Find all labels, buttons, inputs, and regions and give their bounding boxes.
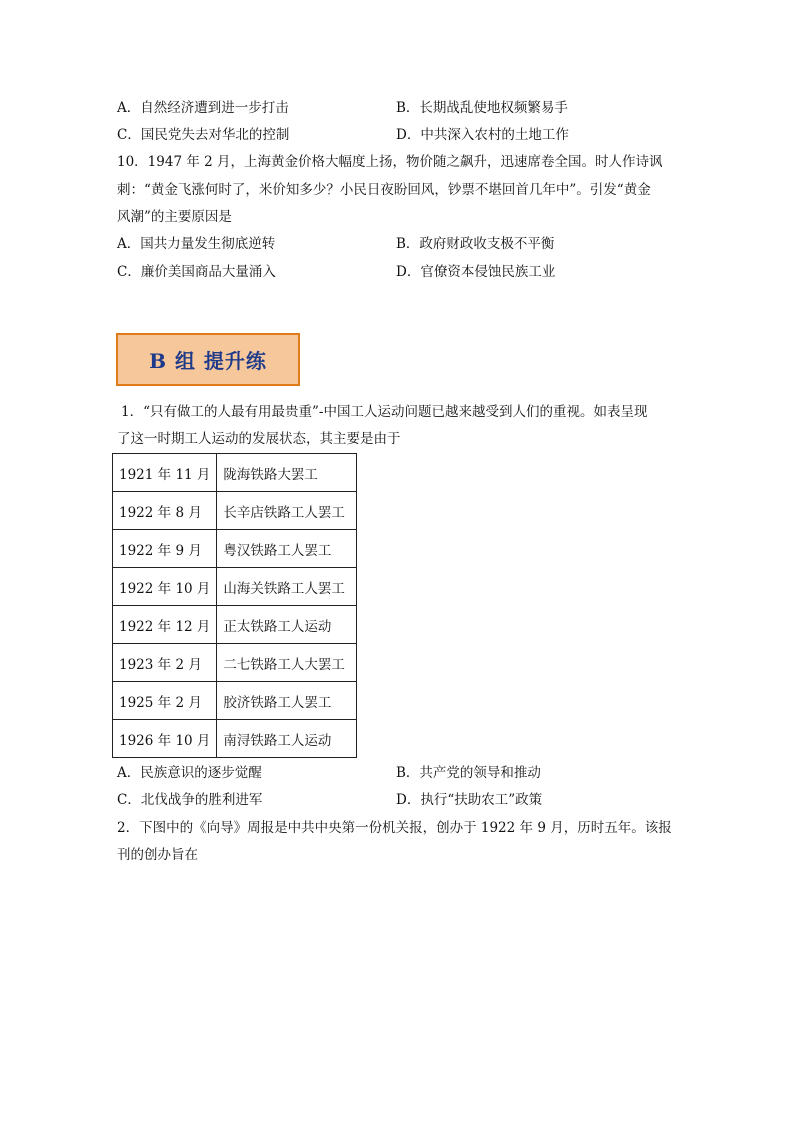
q9-option-b: B．长期战乱使地权频繁易手	[396, 100, 568, 116]
table-cell-event: 粤汉铁路工人罢工	[217, 530, 357, 568]
q10-option-a: A．国共力量发生彻底逆转	[117, 236, 276, 252]
table-row	[113, 492, 357, 530]
q1-option-c: C．北伐战争的胜利进军	[117, 792, 263, 808]
q2-stem-line-2: 刊的创办旨在	[117, 847, 198, 863]
table-row	[113, 568, 357, 606]
strikes-table	[112, 453, 357, 758]
table-row	[113, 644, 357, 682]
table-cell-event: 长辛店铁路工人罢工	[217, 492, 357, 530]
table-cell-date: 1922 年 8 月	[113, 492, 217, 530]
q1-stem-line-1: 1．“只有做工的人最有用最贵重”-中国工人运动问题已越来越受到人们的重视。如表呈现	[121, 404, 648, 420]
table-cell-event: 山海关铁路工人罢工	[217, 568, 357, 606]
table-cell-date: 1925 年 2 月	[113, 682, 217, 720]
q10-option-b: B．政府财政收支极不平衡	[396, 236, 555, 252]
q10-option-c: C．廉价美国商品大量涌入	[117, 264, 276, 280]
table-row	[113, 606, 357, 644]
q1-option-b: B．共产党的领导和推动	[396, 765, 541, 781]
table-cell-event: 胶济铁路工人罢工	[217, 682, 357, 720]
q10-stem-line-1: 10．1947 年 2 月，上海黄金价格大幅度上扬，物价随之飙升，迅速席卷全国。时人作诗讽	[117, 154, 663, 170]
q1-option-a: A．民族意识的逐步觉醒	[117, 765, 262, 781]
q9-option-a: A．自然经济遭到进一步打击	[117, 100, 289, 116]
table-cell-event: 正太铁路工人运动	[217, 606, 357, 644]
q10-stem-line-3: 风潮”的主要原因是	[117, 209, 232, 225]
table-cell-event: 陇海铁路大罢工	[217, 454, 357, 492]
q9-option-c: C．国民党失去对华北的控制	[117, 127, 290, 143]
q1-stem-line-2: 了这一时期工人运动的发展状态，其主要是由于	[117, 431, 401, 447]
q10-stem-line-2: 刺：“黄金飞涨何时了，米价知多少？小民日夜盼回风，钞票不堪回首几年中”。引发“黄金	[117, 182, 651, 198]
q9-option-d: D．中共深入农村的土地工作	[396, 127, 569, 143]
table-cell-date: 1922 年 9 月	[113, 530, 217, 568]
table-row	[113, 682, 357, 720]
q10-option-d: D．官僚资本侵蚀民族工业	[396, 264, 556, 280]
table-row	[113, 530, 357, 568]
table-cell-date: 1923 年 2 月	[113, 644, 217, 682]
section-badge: B 组 提升练	[116, 333, 300, 386]
table-cell-event: 南浔铁路工人运动	[217, 720, 357, 758]
table-row	[113, 720, 357, 758]
q1-option-d: D．执行“扶助农工”政策	[396, 792, 543, 808]
q2-stem-line-1: 2．下图中的《向导》周报是中共中央第一份机关报，创办于 1922 年 9 月，历时五年。该报	[117, 820, 672, 836]
table-cell-date: 1921 年 11 月	[113, 454, 217, 492]
table-cell-event: 二七铁路工人大罢工	[217, 644, 357, 682]
table-cell-date: 1926 年 10 月	[113, 720, 217, 758]
table-cell-date: 1922 年 10 月	[113, 568, 217, 606]
table-row	[113, 454, 357, 492]
table-cell-date: 1922 年 12 月	[113, 606, 217, 644]
